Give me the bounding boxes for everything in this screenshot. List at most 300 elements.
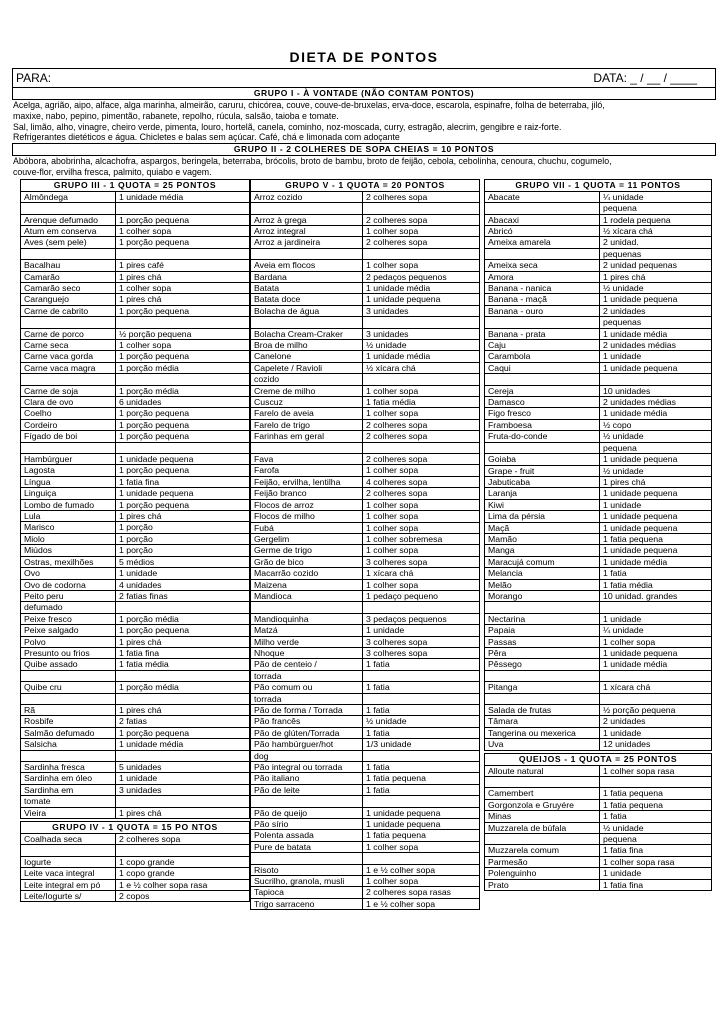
food-portion: 2 pedaços pequenos [363,271,480,282]
food-portion: 1 e ½ colher sopa rasa [116,879,250,890]
food-portion: 1 pires chá [600,476,712,487]
food-name: Iogurte [21,856,116,867]
food-row [485,419,712,430]
food-name: Amora [485,271,600,282]
food-name: Manga [485,545,600,556]
group2-line: couve-flor, ervilha fresca, palmito, quiabo e vagem. [13,166,212,177]
food-name: Goiaba [485,454,600,465]
para-field[interactable]: PARA: [16,71,52,85]
food-row [485,811,712,822]
food-name: Farofa [251,465,363,476]
food-portion: 1 porção [116,545,250,556]
food-name: Germe de trigo [251,545,363,556]
date-field[interactable]: DATA: _ / __ / ____ [593,71,697,85]
food-portion: 1 unidade pequena [600,488,712,499]
food-row [251,533,480,544]
food-name: Farelo de aveia [251,408,363,419]
food-name: Arroz a jardineira [251,237,363,248]
food-row [251,328,480,339]
food-name: Capelete / Ravioli [251,362,363,373]
food-portion: 1 unidade média [600,556,712,567]
food-row [21,408,250,419]
food-row [485,765,712,776]
food-portion: ½ unidade [600,822,712,833]
food-name: Salmão defumado [21,727,116,738]
food-portion: 3 colheres sopa [363,636,480,647]
food-row [485,682,712,693]
food-name: Língua [21,476,116,487]
food-name: Rã [21,704,116,715]
food-portion: 4 unidades [116,579,250,590]
food-name [485,203,600,214]
food-name: Camembert [485,788,600,799]
food-name: Cereja [485,385,600,396]
food-portion [600,693,712,704]
food-portion: 1 colher sobremesa [363,533,480,544]
food-row [485,590,712,601]
food-row [21,682,250,693]
food-portion: 1 porção média [116,682,250,693]
food-name: Muzzarela de búfala [485,822,600,833]
food-portion: ½ xícara chá [363,362,480,373]
food-portion: pequenas [600,317,712,328]
food-row [485,602,712,613]
food-row [485,248,712,259]
food-row [251,750,480,761]
food-name: Tâmara [485,716,600,727]
food-row [251,351,480,362]
food-name: Lima da pérsia [485,511,600,522]
food-portion: 1 unidade [600,351,712,362]
food-portion: 1 fatia [363,704,480,715]
food-name: Pão italiano [251,773,363,784]
food-portion: 1 fatia fina [116,476,250,487]
food-name: Carne de soja [21,385,116,396]
food-row [21,590,250,601]
food-name: torrada [251,670,363,681]
food-row [485,777,712,788]
food-name: Pão hambúrguer/hot [251,739,363,750]
food-row [21,419,250,430]
food-name: Figo fresco [485,408,600,419]
group2-line: Abóbora, abobrinha, alcachofra, aspargos, beringela, beterraba, brócolis, broto de bambu, broto de feijão, cebola, cebolinha, cenoura, chuchu, cogumelo, [13,156,612,167]
food-portion: 1 colher sopa [363,876,480,887]
food-row [485,260,712,271]
food-portion: 1 colher sopa [363,545,480,556]
food-row [485,659,712,670]
group1-line: Refrigerantes dietéticos e água. Chicletes e balas sem açúcar. Café, chá e limonada com adoçante [13,132,400,143]
food-row [21,442,250,453]
food-row [21,879,250,890]
food-row [485,879,712,890]
food-row [251,693,480,704]
food-name [21,750,116,761]
food-name: Bolacha Cream-Craker [251,328,363,339]
food-portion: 2 unidad pequenas [600,260,712,271]
food-row [485,191,712,202]
food-name: Laranja [485,488,600,499]
food-row [21,613,250,624]
food-name: Mandioca [251,590,363,601]
food-name: Carne vaca magra [21,362,116,373]
food-portion: 1 colher sopa [363,408,480,419]
food-row [251,864,480,875]
food-row [251,796,480,807]
food-row [251,670,480,681]
food-portion: 1 pires chá [116,511,250,522]
food-portion: 1 colher sopa [116,283,250,294]
food-name: cozido [251,374,363,385]
food-portion: 1 colher sopa [363,260,480,271]
food-name: Ovo [21,568,116,579]
food-row [485,397,712,408]
food-row [251,579,480,590]
food-name: Kiwi [485,499,600,510]
food-row [21,283,250,294]
food-row [251,830,480,841]
food-name [21,374,116,385]
food-row [485,648,712,659]
food-portion [600,777,712,788]
food-name: Pão de leite [251,784,363,795]
food-row [485,351,712,362]
food-name: Miúdos [21,545,116,556]
food-row [485,788,712,799]
food-row [485,431,712,442]
food-name: Pêssego [485,659,600,670]
food-name [485,374,600,385]
food-name [251,602,363,613]
food-name [251,442,363,453]
food-row [485,317,712,328]
food-name: Abricó [485,226,600,237]
group2-text [12,156,716,178]
food-name: Pão comum ou [251,682,363,693]
food-row [251,613,480,624]
food-portion [116,693,250,704]
food-portion: 1/3 unidade [363,739,480,750]
food-portion: 1 fatia média [363,397,480,408]
food-portion: 1 colher sopa [116,225,250,236]
food-portion: 1 colher sopa [363,579,480,590]
food-row [21,191,250,202]
food-portion: 1 unidade média [363,283,480,294]
food-portion: 1 unidade pequena [600,648,712,659]
food-row [21,340,250,351]
food-name: Batata [251,283,363,294]
food-name: Rosbife [21,716,116,727]
food-name: Maizena [251,579,363,590]
food-row [251,853,480,864]
food-name: Fígado de boi [21,431,116,442]
food-row [21,362,250,373]
food-row [21,511,250,522]
cheese-title: QUEIJOS - 1 QUOTA = 25 PONTOS [484,753,712,765]
food-name: Pão de glúten/Torrada [251,727,363,738]
food-portion: ½ unidade [600,283,712,294]
group1-line: Acelga, agrião, aipo, alface, alga marinha, almeirão, caruru, chicórea, couve, couve-de-bruxelas, erva-doce, escarola, espinafre, folha de beterraba, jiló, [13,100,605,110]
food-portion [116,602,250,613]
food-row [251,488,480,499]
food-name: Arroz cozido [251,191,363,202]
food-portion [116,442,250,453]
group2-title: GRUPO II - 2 COLHERES DE SOPA CHEIAS = 10 PONTOS [12,143,716,156]
food-portion: ½ porção pequena [600,705,712,716]
food-row [21,488,250,499]
food-name [485,442,600,453]
column-right [484,179,712,891]
food-portion: 1 unidade média [600,408,712,419]
food-row [485,613,712,624]
food-name: Caqui [485,362,600,373]
food-row [21,727,250,738]
food-row [251,647,480,658]
group1-text [12,100,716,143]
food-name: Polenta assada [251,830,363,841]
food-row [21,203,250,214]
food-name: Aveia em flocos [251,260,363,271]
food-portion: 1 fatia fina [116,647,250,658]
food-name: Lagosta [21,465,116,476]
food-portion: 1 fatia pequena [363,830,480,841]
food-name: Uva [485,739,600,750]
food-row [21,522,250,533]
food-portion: ¼ unidade [600,191,712,202]
food-name: Trigo sarraceno [251,898,363,909]
food-name: Fava [251,454,363,465]
food-name: Camarão seco [21,283,116,294]
food-portion: 2 colheres sopa [363,431,480,442]
food-portion: 1 fatia pequena [600,788,712,799]
food-portion: 2 colheres sopa [363,214,480,225]
food-row [251,602,480,613]
food-name: Salada de frutas [485,705,600,716]
food-row [251,191,480,202]
food-portion: 1 fatia média [116,659,250,670]
food-row [21,397,250,408]
food-portion: 1 porção pequena [116,625,250,636]
food-name: Jabuticaba [485,476,600,487]
food-name: Risoto [251,864,363,875]
food-name: Minas [485,811,600,822]
food-portion: 3 unidades [116,784,250,795]
food-name: Bacalhau [21,260,116,271]
food-row [251,305,480,316]
food-name: Carambola [485,351,600,362]
food-portion: pequena [600,442,712,453]
group5-table [250,191,480,910]
column-left [20,179,250,903]
page-title: DIETA DE PONTOS [289,49,439,65]
food-portion: 2 fatias finas [116,590,250,601]
food-row [251,784,480,795]
food-name: Bolacha de água [251,305,363,316]
food-portion: 2 colheres sopa [116,834,250,845]
food-portion: 1 unidade pequena [600,362,712,373]
food-portion: 1 unidade pequena [600,454,712,465]
food-name: Clara de ovo [21,397,116,408]
food-portion: 1 porção média [116,613,250,624]
food-name: Grão de bico [251,556,363,567]
food-name [251,203,363,214]
food-row [251,568,480,579]
food-row [251,397,480,408]
food-name: Sardinha fresca [21,761,116,772]
food-name: Batata doce [251,294,363,305]
food-row [485,203,712,214]
group7-title: GRUPO VII - 1 QUOTA = 11 PONTOS [484,179,712,191]
food-row [251,271,480,282]
food-portion: 1 porção [116,533,250,544]
food-name: Atum em conserva [21,225,116,236]
food-portion: 1 fatia [363,682,480,693]
food-row [21,214,250,225]
food-row [485,305,712,316]
food-name: Pão de forma / Torrada [251,704,363,715]
food-portion: 1 unidade média [600,328,712,339]
food-row [251,807,480,818]
food-name: Caju [485,340,600,351]
food-portion: 1 fatia fina [600,845,712,856]
food-portion: 1 pedaço pequeno [363,590,480,601]
food-row [251,476,480,487]
food-name: Maçã [485,522,600,533]
food-row [21,693,250,704]
food-portion [116,750,250,761]
food-portion: 1 porção média [116,385,250,396]
food-portion: 1 pires chá [116,807,250,818]
food-name: Carne seca [21,340,116,351]
food-portion: ½ xícara chá [600,226,712,237]
food-row [251,283,480,294]
food-name: Damasco [485,397,600,408]
food-name: Almôndega [21,191,116,202]
food-row [251,887,480,898]
food-name: Pêra [485,648,600,659]
food-row [251,773,480,784]
food-name [21,317,116,328]
food-row [21,237,250,248]
food-row [21,225,250,236]
food-portion: 1 unidade pequena [363,807,480,818]
food-portion: 1 colher sopa [363,499,480,510]
food-name: Flocos de milho [251,511,363,522]
food-row [251,556,480,567]
food-row [251,465,480,476]
food-portion [600,374,712,385]
food-row [485,476,712,487]
food-portion: 1 unidade média [600,659,712,670]
food-name: Peixe fresco [21,613,116,624]
food-row [485,868,712,879]
food-portion: 1 porção pequena [116,237,250,248]
food-name: Leite integral em pó [21,879,116,890]
food-portion: 1 fatia pequena [600,533,712,544]
food-portion: 1 colher sopa [363,385,480,396]
food-portion: pequenas [600,248,712,259]
group4-table [20,833,250,902]
food-row [251,659,480,670]
food-portion: 1 pires chá [116,294,250,305]
food-portion: 1 e ½ colher sopa [363,864,480,875]
food-row [251,431,480,442]
food-row [21,704,250,715]
food-portion: ½ unidade [600,431,712,442]
food-row [21,271,250,282]
food-name: Pitanga [485,682,600,693]
food-row [251,294,480,305]
food-portion: 1 unidade média [116,191,250,202]
food-portion [600,670,712,681]
food-portion: 1 unidade [600,499,712,510]
food-portion: 2 fatias [116,716,250,727]
food-portion: 1 unidade pequena [600,511,712,522]
food-name: Parmesão [485,856,600,867]
food-portion: 1 fatia [363,762,480,773]
food-name: Camarão [21,271,116,282]
food-row [485,237,712,248]
food-name: Feijão branco [251,488,363,499]
food-name: Fruta-do-conde [485,431,600,442]
food-portion: ½ porção pequena [116,328,250,339]
food-row [485,799,712,810]
food-name: Cordeiro [21,419,116,430]
food-portion: 1 colher sopa [116,340,250,351]
food-row [251,237,480,248]
food-name: Pão de centeio / [251,659,363,670]
food-portion [116,796,250,807]
food-row [21,431,250,442]
food-portion: 1 unidade [363,625,480,636]
food-portion: 3 pedaços pequenos [363,613,480,624]
food-row [485,568,712,579]
food-portion [363,442,480,453]
food-row [21,454,250,465]
food-row [21,670,250,681]
food-row [21,807,250,818]
food-portion: 1 fatia pequena [363,773,480,784]
food-name: Ameixa amarela [485,237,600,248]
food-portion: 2 colheres sopa [363,191,480,202]
food-row [485,374,712,385]
food-row [251,203,480,214]
food-row [21,568,250,579]
food-name [485,670,600,681]
food-name: Papaia [485,625,600,636]
food-portion: 1 porção pequena [116,305,250,316]
food-portion: 1 unidade média [363,351,480,362]
food-portion [363,853,480,864]
cheese-table [484,765,712,891]
food-row [251,385,480,396]
food-row [251,408,480,419]
food-portion: 1 unidade pequena [116,488,250,499]
food-name: Passas [485,636,600,647]
diet-sheet [12,0,716,989]
food-name: Abacate [485,191,600,202]
food-row [21,385,250,396]
group1-line: Sal, limão, alho, vinagre, cheiro verde, pimenta, louro, hortelã, canela, cominho, noz-moscada, curry, estragão, alecrim, gengibre e raiz-forte. [13,121,562,132]
food-portion: 1 unidade [600,613,712,624]
food-row [21,659,250,670]
food-name [485,777,600,788]
food-row [485,408,712,419]
food-portion: 12 unidades [600,739,712,750]
food-row [21,317,250,328]
group5-title: GRUPO V - 1 QUOTA = 20 PONTOS [250,179,480,191]
food-portion: 5 unidades [116,761,250,772]
food-row [485,499,712,510]
